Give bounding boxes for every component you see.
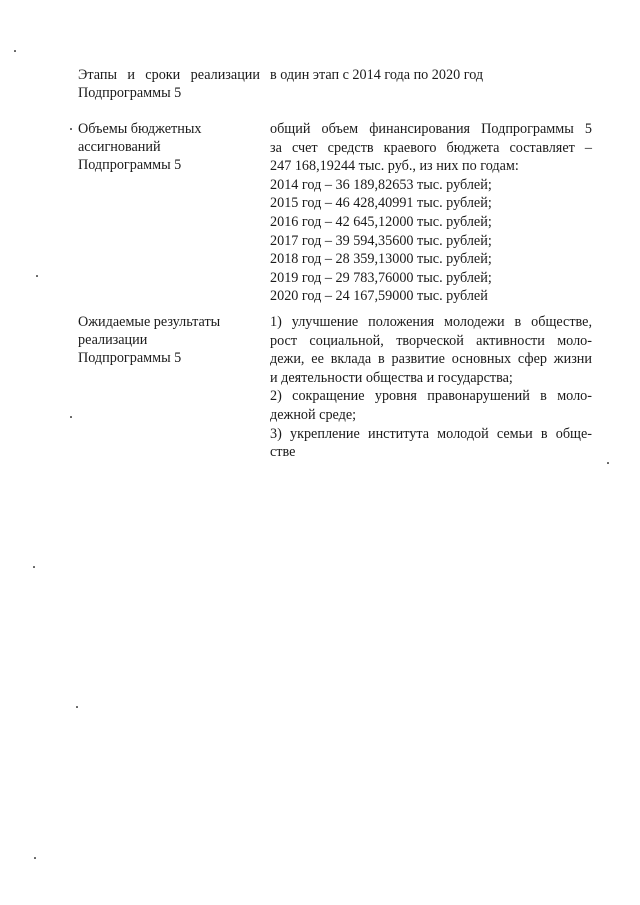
- value-line: дежи, ее вклада в развитие основных сфер жизни: [270, 351, 592, 368]
- value-line: 247 168,19244 тыс. руб., из них по годам:: [270, 158, 519, 175]
- label-line: [78, 66, 260, 84]
- label-line: ассигнований: [78, 139, 161, 155]
- row-value: [270, 313, 592, 462]
- label-line: реализации: [78, 332, 148, 348]
- value-line: 2015 год – 46 428,40991 тыс. рублей;: [270, 195, 492, 212]
- row-label: [78, 120, 260, 174]
- value-line: 2014 год – 36 189,82653 тыс. рублей;: [270, 176, 492, 193]
- label-word: Этапы: [78, 67, 117, 83]
- row-value: [270, 66, 592, 84]
- value-line: в один этап с 2014 года по 2020 год: [270, 67, 484, 83]
- label-line: Подпрограммы 5: [78, 85, 182, 101]
- value-line: 3) укрепление института молодой семьи в обще-: [270, 425, 592, 442]
- row-value: [270, 120, 592, 306]
- value-line: 2018 год – 28 359,13000 тыс. рублей;: [270, 251, 492, 268]
- value-line: 1) улучшение положения молодежи в обществе,: [270, 314, 592, 330]
- label-word: реализации: [190, 67, 260, 83]
- value-line: 2) сокращение уровня правонарушений в моло-: [270, 388, 592, 405]
- label-line: Ожидаемые результаты: [78, 314, 221, 330]
- value-line: дежной среде;: [270, 406, 357, 423]
- row-label: [78, 313, 260, 367]
- row-label: [78, 66, 260, 102]
- value-line: рост социальной, творческой активности моло-: [270, 332, 592, 349]
- scan-speck: [14, 50, 16, 52]
- scan-speck: [607, 462, 609, 464]
- label-line: Подпрограммы 5: [78, 157, 182, 173]
- label-line: Объемы бюджетных: [78, 121, 202, 137]
- value-line: стве: [270, 444, 296, 461]
- scan-speck: [76, 706, 78, 708]
- label-word: и: [127, 67, 135, 83]
- value-line: за счет средств краевого бюджета составляет –: [270, 139, 592, 156]
- scan-speck: [34, 857, 36, 859]
- value-line: 2017 год – 39 594,35600 тыс. рублей;: [270, 232, 492, 249]
- value-line: общий объем финансирования Подпрограммы 5: [270, 121, 592, 137]
- value-line: и деятельности общества и государства;: [270, 369, 513, 386]
- scan-speck: [36, 275, 38, 277]
- value-line: 2020 год – 24 167,59000 тыс. рублей: [270, 288, 488, 305]
- label-line: Подпрограммы 5: [78, 350, 182, 366]
- value-line: 2019 год – 29 783,76000 тыс. рублей;: [270, 269, 492, 286]
- scan-speck: [70, 416, 72, 418]
- scan-speck: [70, 128, 72, 130]
- value-line: 2016 год – 42 645,12000 тыс. рублей;: [270, 213, 492, 230]
- scan-speck: [33, 566, 35, 568]
- label-word: сроки: [145, 67, 181, 83]
